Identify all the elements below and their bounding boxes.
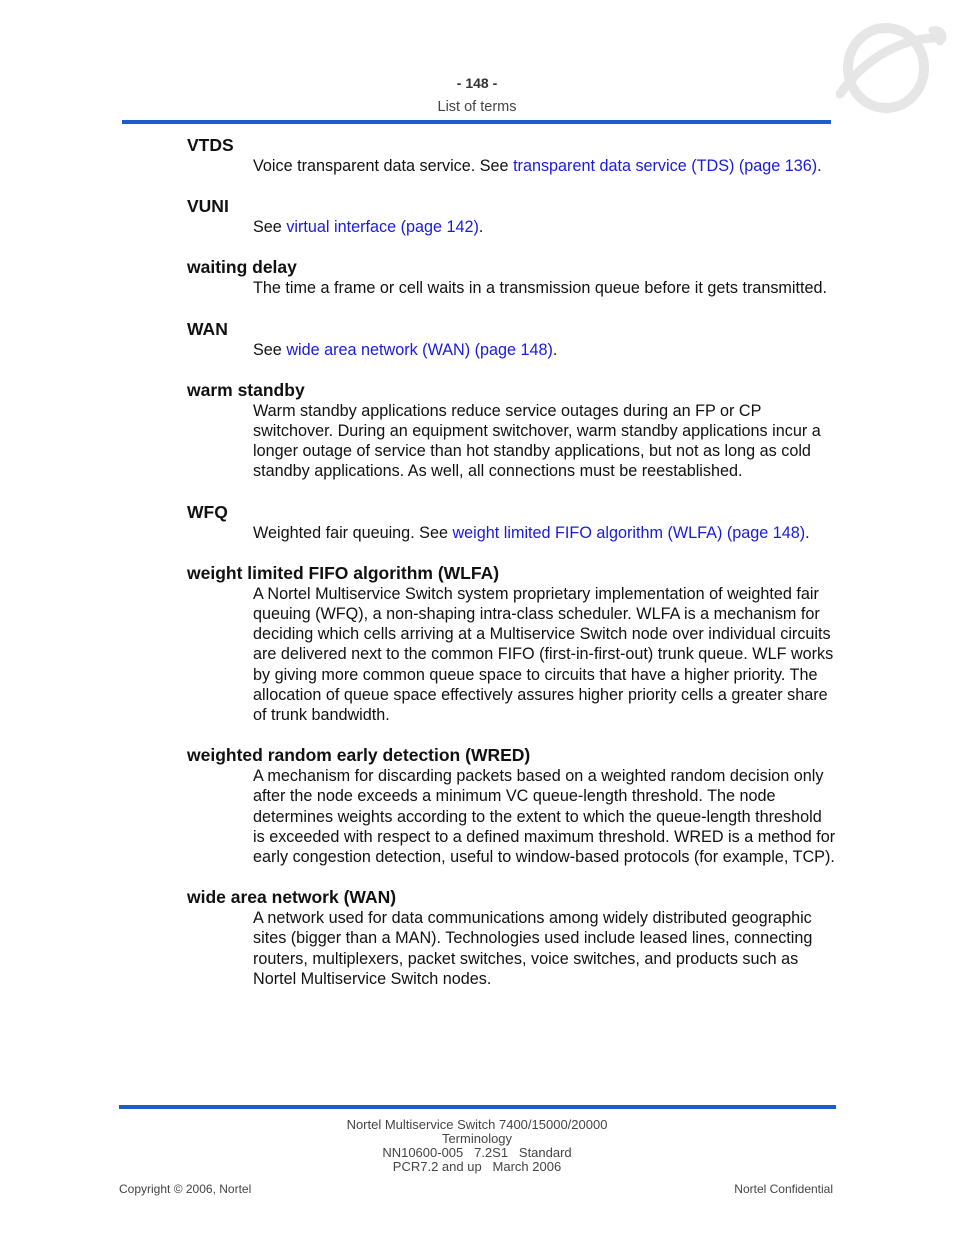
glossary-term: wide area network (WAN) xyxy=(187,887,397,908)
glossary-entry xyxy=(187,256,837,298)
glossary-term: waiting delay xyxy=(187,257,297,278)
header-rule xyxy=(122,120,831,124)
cross-reference-link[interactable]: weight limited FIFO algorithm (WLFA) (page 148) xyxy=(452,523,806,542)
glossary-term: VTDS xyxy=(187,135,234,155)
definition-text: . xyxy=(478,218,484,237)
definition-text: See xyxy=(253,218,287,237)
section-title: List of terms xyxy=(437,99,517,115)
glossary-entry xyxy=(187,562,837,725)
footer-release: PCR7.2 and up March 2006 xyxy=(392,1159,562,1174)
glossary-definition xyxy=(253,156,837,176)
definition-text: Voice transparent data service. See xyxy=(253,157,514,175)
glossary-definition xyxy=(253,523,837,543)
definition-text: . xyxy=(805,523,810,542)
footer-doc-title: Terminology xyxy=(441,1131,513,1146)
cross-reference-link[interactable]: wide area network (WAN) (page 148) xyxy=(286,340,553,359)
definition-text: A Nortel Multiservice Switch system proprietary implementation of weighted fair queuing (WFQ), a non-shaping intra-class scheduler. WLFA is a mechanism for deciding which cells arriving at a Multiservice Switch node over individual circuits are delivered next to the common FIFO (first-in-first-out) trunk queue. WLF works by giving more common queue space to circuits that have a higher priority. The allocation of queue space effectively assures higher priority cells a greater share of trunk bandwidth. xyxy=(253,584,834,725)
glossary-entry xyxy=(187,886,837,989)
footer-confidential: Nortel Confidential xyxy=(734,1182,833,1196)
definition-text: . xyxy=(817,157,822,175)
glossary-definition xyxy=(253,278,837,298)
footer-rule xyxy=(119,1105,836,1109)
definition-text: Warm standby applications reduce service outages during an FP or CP switchover. During an equipment switchover, warm standby applications incur a longer outage of service than hot standby applications, but not as long as cold standby applications. As well, all connections must be reestablished. xyxy=(253,401,821,481)
glossary-entry xyxy=(187,501,837,543)
footer-doc-id: NN10600-005 7.2S1 Standard xyxy=(382,1145,572,1160)
cross-reference-link[interactable]: transparent data service (TDS) (page 136) xyxy=(513,157,818,175)
glossary-entry xyxy=(187,744,837,867)
glossary-entry xyxy=(187,318,837,360)
glossary-entries xyxy=(187,134,837,1008)
glossary-definition xyxy=(253,340,837,360)
glossary-definition xyxy=(253,401,837,482)
footer-product: Nortel Multiservice Switch 7400/15000/20000 xyxy=(346,1117,608,1132)
definition-text: A network used for data communications among widely distributed geographic sites (bigger than a MAN). Technologies used include leased lines, connecting routers, multiplexers, packet switches, voice switches, and products such as Nortel Multiservice Switch nodes. xyxy=(253,909,813,988)
glossary-definition xyxy=(253,766,837,867)
glossary-entry xyxy=(187,134,837,176)
definition-text: A mechanism for discarding packets based on a weighted random decision only after the node exceeds a minimum VC queue-length threshold. The node determines weights according to the extent to which the queue-length threshold is exceeded with respect to a defined maximum threshold. WRED is a method for early congestion detection, useful to window-based protocols (for example, TCP). xyxy=(253,767,836,867)
glossary-definition xyxy=(253,908,837,989)
page-number: - 148 - xyxy=(456,75,498,91)
glossary-definition xyxy=(253,217,837,237)
cross-reference-link[interactable]: virtual interface (page 142) xyxy=(286,218,479,237)
glossary-definition xyxy=(253,584,837,725)
glossary-entry xyxy=(187,379,837,482)
glossary-term: WFQ xyxy=(187,501,228,522)
definition-text: Weighted fair queuing. See xyxy=(253,523,453,542)
glossary-term: weighted random early detection (WRED) xyxy=(187,745,531,766)
definition-text: . xyxy=(552,340,558,359)
footer-info xyxy=(0,1118,954,1174)
definition-text: The time a frame or cell waits in a transmission queue before it gets transmitted. xyxy=(253,279,828,298)
definition-text: See xyxy=(253,340,287,359)
glossary-term: warm standby xyxy=(187,379,305,400)
footer-copyright: Copyright © 2006, Nortel xyxy=(119,1182,252,1196)
glossary-entry xyxy=(187,195,837,237)
glossary-term: WAN xyxy=(187,318,228,339)
glossary-term: VUNI xyxy=(187,196,229,217)
glossary-term: weight limited FIFO algorithm (WLFA) xyxy=(187,562,500,583)
